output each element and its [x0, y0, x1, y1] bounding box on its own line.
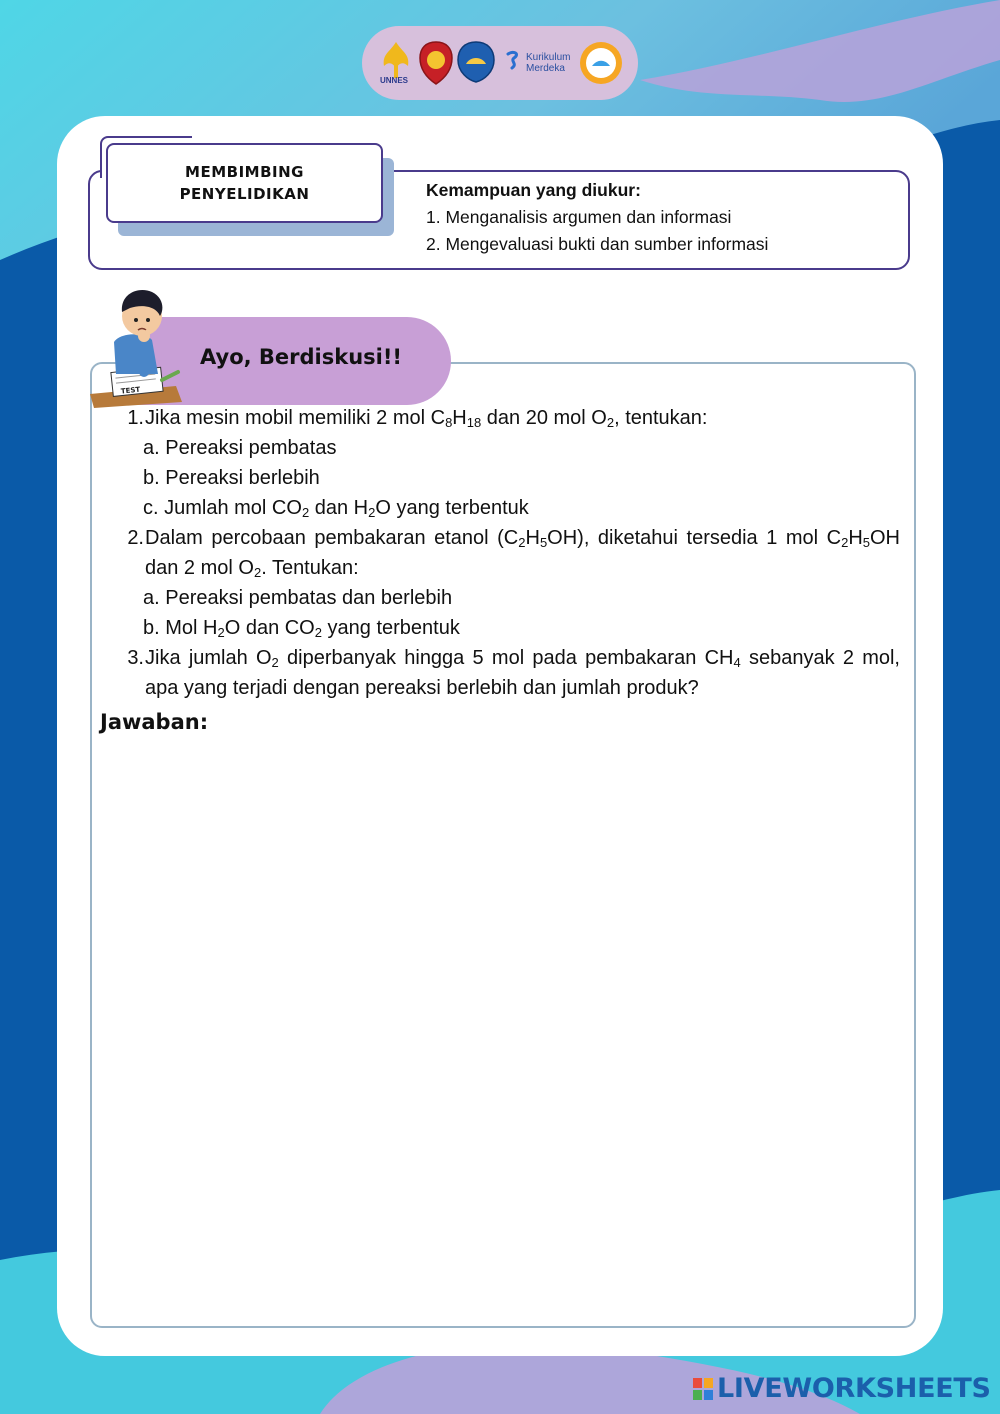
kurikulum-merdeka-icon — [506, 48, 522, 76]
section-tag-title: MEMBIMBING PENYELIDIKAN — [179, 163, 310, 203]
discussion-title: Ayo, Berdiskusi!! — [200, 345, 403, 369]
student-studying-illustration — [86, 282, 196, 408]
question-number: 3. — [127, 647, 144, 669]
question-1 — [100, 403, 900, 433]
question-text: Jika jumlah $O_2$ diperbanyak hingga 5 mol pada pembakaran $CH_4$ sebanyak 2 mol, apa yang terjadi dengan pereaksi berlebih dan jumlah produk? — [145, 647, 900, 699]
brand-name: LIVEWORKSHEETS — [717, 1373, 991, 1404]
kurikulum-line1: Kurikulum — [526, 52, 571, 63]
kurikulum-line2: Merdeka — [526, 63, 565, 74]
question-text: Dalam percobaan pembakaran etanol $(C_2H_5OH)$, diketahui tersedia 1 mol $C_2H_5OH$ dan 2 mol $O_2$. Tentukan: — [145, 527, 900, 580]
university-seal-logo — [418, 40, 454, 86]
paper-label: TEST — [120, 385, 141, 396]
question-2-part-a: a. Pereaksi pembatas dan berlebih — [143, 587, 453, 609]
question-number: 1. — [127, 407, 144, 429]
tut-wuri-handayani-logo — [456, 40, 496, 84]
section-tag — [106, 143, 383, 223]
liveworksheets-icon — [692, 1377, 714, 1401]
skills-list — [426, 180, 768, 261]
unnes-label: UNNES — [380, 76, 409, 85]
liveworksheets-brand — [692, 1373, 991, 1404]
logo-bar — [362, 26, 638, 100]
question-2-part-b: b. Mol $H_2O$ dan $CO_2$ yang terbentuk — [143, 617, 460, 640]
skills-heading: Kemampuan yang diukur: — [426, 180, 641, 200]
question-1-part-c: c. Jumlah mol $CO_2$ dan $H_2O$ yang terbentuk — [143, 497, 529, 520]
merdeka-badge-logo — [578, 40, 624, 86]
question-1-part-a: a. Pereaksi pembatas — [143, 437, 337, 459]
question-list — [100, 403, 900, 703]
question-2 — [100, 523, 900, 583]
skill-item: 1. Menganalisis argumen dan informasi — [426, 207, 732, 227]
skill-item: 2. Mengevaluasi bukti dan sumber informasi — [426, 234, 769, 254]
question-1-part-b: b. Pereaksi berlebih — [143, 467, 320, 489]
question-text: Jika mesin mobil memiliki 2 mol $C_8H_{18}$ dan 20 mol $O_2$, tentukan: — [145, 407, 708, 430]
answer-label: Jawaban: — [100, 710, 209, 734]
question-number: 2. — [127, 527, 144, 549]
question-3 — [100, 643, 900, 703]
